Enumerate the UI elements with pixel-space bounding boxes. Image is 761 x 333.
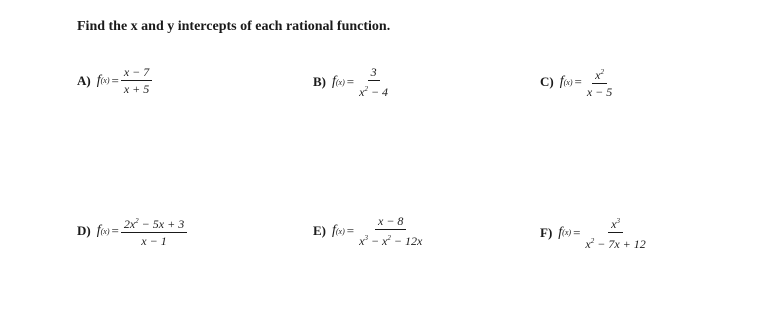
equals-sign: = xyxy=(111,72,119,88)
exponent: 3 xyxy=(364,234,368,242)
function-argument: (x) xyxy=(100,76,110,85)
denominator xyxy=(582,233,648,251)
function-argument: (x) xyxy=(562,228,572,237)
expression-term: − x xyxy=(367,234,388,248)
function-name: f xyxy=(559,74,564,89)
function-name: f xyxy=(332,223,336,238)
exponent: 2 xyxy=(364,85,368,93)
denominator xyxy=(584,84,615,99)
numerator xyxy=(368,65,380,81)
problem-label: F) xyxy=(540,224,553,240)
function-argument: (x) xyxy=(563,77,573,87)
function-argument: (x) xyxy=(335,226,345,236)
exponent: 2 xyxy=(387,234,391,242)
denominator xyxy=(356,81,391,99)
expression-term: x − 1 xyxy=(141,234,167,248)
expression-term: x xyxy=(359,234,365,248)
function-name: f xyxy=(96,223,101,238)
fraction xyxy=(356,65,391,99)
function-argument: (x) xyxy=(335,77,345,87)
exponent: 2 xyxy=(600,68,604,76)
problem-label: B) xyxy=(313,74,326,89)
problem-d xyxy=(77,214,187,248)
expression-term: − 5x + 3 xyxy=(138,217,185,231)
exponent: 2 xyxy=(590,237,595,245)
numerator xyxy=(121,214,187,233)
expression-term: 2x xyxy=(123,217,136,231)
equals-sign: = xyxy=(111,223,119,238)
denominator xyxy=(138,233,169,248)
expression-term: x xyxy=(595,68,601,82)
exponent: 3 xyxy=(616,217,620,225)
numerator xyxy=(608,214,623,233)
function-name: f xyxy=(558,224,563,240)
function-argument: (x) xyxy=(100,226,110,236)
instructions-title: Find the x and y intercepts of each rational function. xyxy=(77,19,391,34)
exponent: 2 xyxy=(135,217,139,225)
numerator xyxy=(121,65,152,81)
expression-term: 3 xyxy=(370,65,377,79)
expression-term: x − 8 xyxy=(378,214,404,228)
expression-term: x xyxy=(359,85,365,99)
problem-label: A) xyxy=(77,72,91,88)
expression-term: x − 7 xyxy=(123,65,150,79)
equals-sign: = xyxy=(346,74,355,89)
equals-sign: = xyxy=(574,74,582,89)
denominator xyxy=(121,81,152,96)
problem-f xyxy=(540,214,649,251)
function-name: f xyxy=(96,72,101,88)
function-name: f xyxy=(332,74,336,89)
fraction xyxy=(121,65,152,96)
denominator xyxy=(356,230,425,248)
problem-e xyxy=(313,214,425,248)
fraction xyxy=(356,214,425,248)
equals-sign: = xyxy=(346,223,355,238)
problem-a xyxy=(77,65,152,96)
problem-c xyxy=(540,65,615,99)
problem-label: C) xyxy=(540,74,554,89)
expression-term: x xyxy=(585,237,591,251)
problem-label: E) xyxy=(313,223,326,238)
fraction xyxy=(584,65,615,99)
numerator xyxy=(375,214,406,230)
fraction xyxy=(121,214,187,248)
expression-term: x + 5 xyxy=(123,82,150,96)
problem-b xyxy=(313,65,391,99)
expression-term: x − 5 xyxy=(586,85,613,99)
expression-term: x xyxy=(611,217,617,231)
fraction xyxy=(582,214,648,251)
expression-term: − 4 xyxy=(367,85,389,99)
equals-sign: = xyxy=(573,224,581,240)
expression-term: − 7x + 12 xyxy=(594,237,646,251)
problem-label: D) xyxy=(77,223,91,238)
expression-term: − 12x xyxy=(390,234,423,248)
numerator xyxy=(592,65,607,84)
